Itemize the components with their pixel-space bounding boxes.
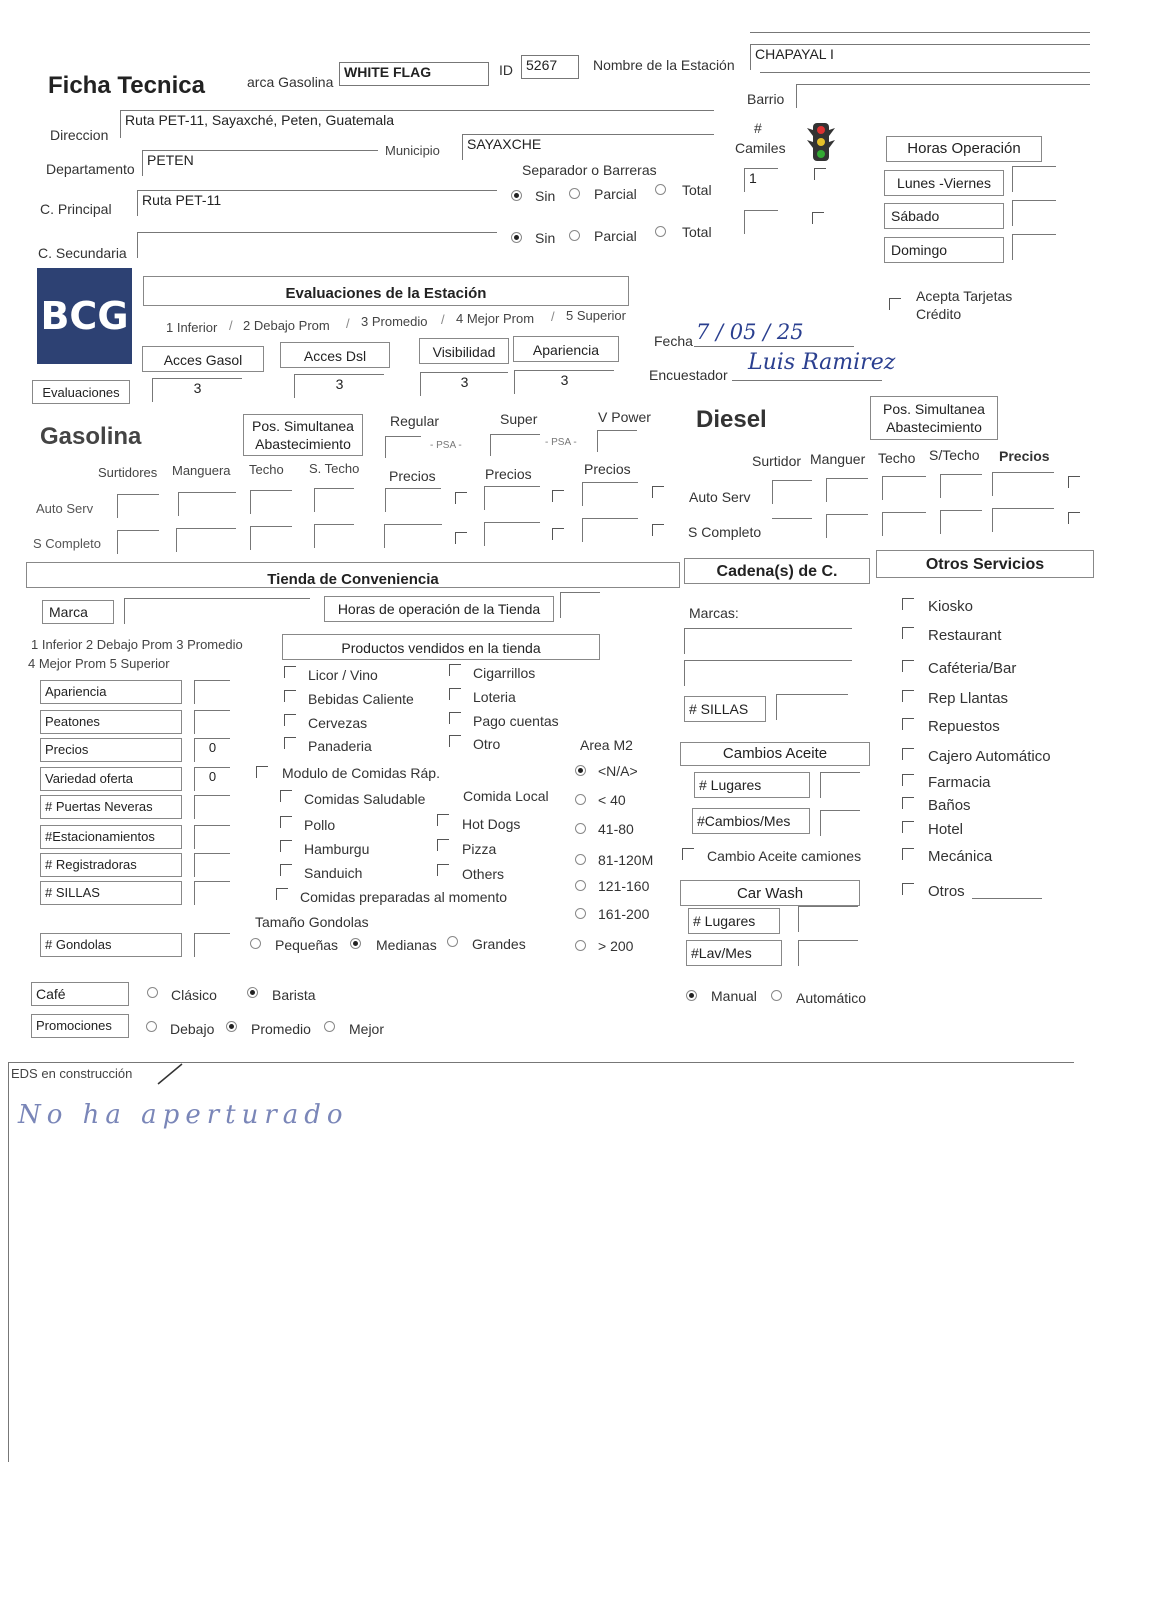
eval-scale-sep-4: / xyxy=(551,309,555,324)
area-label: <N/A> xyxy=(598,763,638,779)
traffic-light-icon xyxy=(804,122,838,162)
modulo-comidas-checkbox[interactable] xyxy=(256,766,268,778)
municipio-label: Municipio xyxy=(385,143,440,158)
otros-blank-line xyxy=(972,898,1042,899)
carwash-lav-mes-field[interactable] xyxy=(798,940,858,966)
cafe-barista-radio[interactable] xyxy=(247,987,258,998)
g-auto-super-precio[interactable] xyxy=(484,486,540,510)
camiles-checkbox-2[interactable] xyxy=(812,212,824,224)
camiles-field-2[interactable] xyxy=(744,210,778,234)
cadenas-header: Cadena(s) de C. xyxy=(684,558,870,584)
encuestador-value[interactable]: Luis Ramirez xyxy=(748,350,896,375)
tienda-scale-2: 4 Mejor Prom 5 Superior xyxy=(28,656,170,671)
tienda-rating-label: # Puertas Neveras xyxy=(40,795,182,819)
tienda-rating-field[interactable] xyxy=(194,825,230,849)
servicio-checkbox[interactable] xyxy=(902,627,914,639)
gasolina-super-label: Super xyxy=(500,411,538,427)
d-auto-s-techo[interactable] xyxy=(940,474,982,498)
tienda-rating-label: Apariencia xyxy=(40,680,182,704)
comida-checkbox[interactable] xyxy=(437,814,449,826)
regular-precios-label: Precios xyxy=(389,468,436,484)
gasolina-col-s-techo: S. Techo xyxy=(309,461,360,476)
promo-promedio-radio[interactable] xyxy=(226,1021,237,1032)
separador-2-sin-radio[interactable] xyxy=(511,232,522,243)
servicio-checkbox[interactable] xyxy=(902,848,914,860)
lunes-viernes-field[interactable] xyxy=(1012,166,1056,192)
area-radio[interactable] xyxy=(575,908,586,919)
tienda-rating-field[interactable]: 0 xyxy=(194,767,230,791)
evaluaciones-row-label: Evaluaciones xyxy=(32,380,130,404)
area-m2-label: Area M2 xyxy=(580,737,633,753)
bcg-logo: BCG xyxy=(37,268,132,364)
acces-dsl-header: Acces Dsl xyxy=(280,342,390,368)
tienda-rating-field[interactable] xyxy=(194,680,230,704)
apariencia-header: Apariencia xyxy=(513,336,619,362)
gasolina-regular-label: Regular xyxy=(390,413,440,429)
eval-scale-5: 5 Superior xyxy=(566,308,626,323)
d-auto-surtidor[interactable] xyxy=(772,480,812,504)
area-radio[interactable] xyxy=(575,880,586,891)
separador-1-sin-radio[interactable] xyxy=(511,190,522,201)
separador-2-sin-label: Sin xyxy=(535,230,556,246)
cambio-camiones-label: Cambio Aceite camiones xyxy=(707,848,862,864)
d-sc-manguer[interactable] xyxy=(826,514,868,538)
direccion-label: Direccion xyxy=(50,127,109,143)
g-auto-surtidores[interactable] xyxy=(117,494,159,518)
servicio-checkbox[interactable] xyxy=(902,690,914,702)
c-secundaria-label: C. Secundaria xyxy=(38,245,127,261)
tienda-rating-label: Peatones xyxy=(40,710,182,734)
d-sc-s-techo[interactable] xyxy=(940,510,982,534)
visibilidad-header: Visibilidad xyxy=(419,338,509,364)
tienda-rating-field[interactable] xyxy=(194,853,230,877)
producto-label: Pago cuentas xyxy=(473,713,559,729)
diesel-col-s-techo: S/Techo xyxy=(929,447,980,463)
d-sc-surtidor-line xyxy=(772,518,812,519)
fecha-label: Fecha xyxy=(654,333,693,349)
area-radio[interactable] xyxy=(575,794,586,805)
cafe-clasico-label: Clásico xyxy=(171,987,217,1003)
producto-checkbox[interactable] xyxy=(449,664,461,676)
d-sc-techo[interactable] xyxy=(882,512,926,536)
municipio-field[interactable]: SAYAXCHE xyxy=(462,134,714,160)
acepta-tarjetas-label: Acepta Tarjetas Crédito xyxy=(916,288,1013,322)
g-auto-techo[interactable] xyxy=(250,490,292,514)
producto-label: Loteria xyxy=(473,689,516,705)
comida-checkbox[interactable] xyxy=(280,840,292,852)
visibilidad-value[interactable]: 3 xyxy=(420,372,508,396)
carwash-manual-radio[interactable] xyxy=(686,990,697,1001)
super-precios-label: Precios xyxy=(485,466,532,482)
promo-promedio-label: Promedio xyxy=(251,1021,311,1037)
servicio-checkbox[interactable] xyxy=(902,774,914,786)
marca-gasolina-field[interactable]: WHITE FLAG xyxy=(339,62,489,86)
tienda-rating-label: #Estacionamientos xyxy=(40,825,182,849)
eval-scale-4: 4 Mejor Prom xyxy=(456,311,535,326)
producto-checkbox[interactable] xyxy=(284,737,296,749)
car-wash-header: Car Wash xyxy=(680,880,860,906)
producto-label: Cigarrillos xyxy=(473,665,536,681)
pencil-mark-icon xyxy=(156,1062,186,1086)
separador-1-parcial-label: Parcial xyxy=(594,186,637,202)
g-sc-regular-precio[interactable] xyxy=(384,524,442,548)
tienda-rating-field[interactable] xyxy=(194,881,230,905)
producto-checkbox[interactable] xyxy=(449,712,461,724)
tienda-marca-label: Marca xyxy=(42,600,114,624)
eval-scale-sep-3: / xyxy=(441,312,445,327)
carwash-lugares-label: # Lugares xyxy=(688,908,780,934)
g-sc-vpower-check[interactable] xyxy=(652,524,664,536)
tienda-rating-field[interactable] xyxy=(194,710,230,734)
producto-label: Otro xyxy=(473,736,501,752)
area-radio[interactable] xyxy=(575,765,586,776)
comida-local-label: Comida Local xyxy=(463,788,549,804)
d-auto-precio[interactable] xyxy=(992,472,1054,496)
acces-gasol-value[interactable]: 3 xyxy=(152,378,242,402)
g-auto-super-check[interactable] xyxy=(552,490,564,502)
g-sc-vpower-precio[interactable] xyxy=(582,518,638,542)
regular-psa-field[interactable] xyxy=(385,436,421,458)
g-auto-regular-check[interactable] xyxy=(455,492,467,504)
d-sc-check[interactable] xyxy=(1068,512,1080,524)
producto-checkbox[interactable] xyxy=(284,690,296,702)
id-label: ID xyxy=(499,62,513,78)
cadenas-marcas-field-1[interactable] xyxy=(684,628,852,654)
tienda-rating-label: # SILLAS xyxy=(40,881,182,905)
d-sc-precio[interactable] xyxy=(992,508,1054,532)
diesel-col-precios: Precios xyxy=(999,448,1050,464)
gasolina-col-techo: Techo xyxy=(249,462,284,477)
promo-debajo-radio[interactable] xyxy=(146,1021,157,1032)
encuestador-underline xyxy=(732,380,882,381)
separador-2-total-radio[interactable] xyxy=(655,226,666,237)
cadenas-marcas-field-2[interactable] xyxy=(684,660,852,686)
servicio-checkbox[interactable] xyxy=(902,797,914,809)
servicio-label: Otros xyxy=(928,883,965,900)
servicio-label: Baños xyxy=(928,797,971,814)
diesel-col-techo: Techo xyxy=(878,450,916,466)
eval-scale-2: 2 Debajo Prom xyxy=(243,318,330,333)
domingo-label: Domingo xyxy=(884,237,1004,263)
comida-checkbox[interactable] xyxy=(280,864,292,876)
eval-scale-sep-2: / xyxy=(346,316,350,331)
comidas-preparadas-checkbox[interactable] xyxy=(276,888,288,900)
tienda-marca-field[interactable] xyxy=(124,598,310,624)
area-radio[interactable] xyxy=(575,823,586,834)
tienda-rating-label: # Gondolas xyxy=(40,933,182,957)
diesel-col-surtidor: Surtidor xyxy=(752,453,802,469)
servicio-checkbox[interactable] xyxy=(902,821,914,833)
promo-debajo-label: Debajo xyxy=(170,1021,215,1037)
eds-left-line xyxy=(8,1062,9,1462)
gondola-grandes-radio[interactable] xyxy=(447,936,458,947)
nombre-underline xyxy=(760,72,1090,73)
regular-psa-label: - PSA - xyxy=(430,440,462,451)
g-auto-vpower-precio[interactable] xyxy=(582,482,638,506)
carwash-lugares-field[interactable] xyxy=(798,906,858,932)
tienda-rating-label: Variedad oferta xyxy=(40,767,182,791)
comida-label: Others xyxy=(462,866,505,882)
carwash-automatico-label: Automático xyxy=(796,990,867,1006)
comida-label: Pollo xyxy=(304,817,336,833)
separador-1-total-radio[interactable] xyxy=(655,184,666,195)
gasolina-pos-simultanea: Pos. Simultanea Abastecimiento xyxy=(243,414,363,456)
g-auto-vpower-check[interactable] xyxy=(652,486,664,498)
servicio-label: Mecánica xyxy=(928,848,993,865)
barrio-label: Barrio xyxy=(747,91,785,107)
direccion-field[interactable]: Ruta PET-11, Sayaxché, Peten, Guatemala xyxy=(120,110,714,138)
producto-label: Cervezas xyxy=(308,715,368,731)
marca-gasolina-label: arca Gasolina xyxy=(247,74,334,90)
apariencia-value[interactable]: 3 xyxy=(514,370,614,394)
separador-1-parcial-radio[interactable] xyxy=(569,188,580,199)
d-auto-manguer[interactable] xyxy=(826,478,868,502)
g-sc-manguera[interactable] xyxy=(176,528,236,552)
camiles-field[interactable]: 1 xyxy=(744,168,778,192)
gasolina-row-s-completo: S Completo xyxy=(33,536,101,551)
area-radio[interactable] xyxy=(575,940,586,951)
tienda-header: Tienda de Conveniencia xyxy=(26,562,680,588)
eval-scale-3: 3 Promedio xyxy=(361,314,428,329)
tienda-rating-field[interactable]: 0 xyxy=(194,738,230,762)
promociones-label: Promociones xyxy=(31,1014,129,1038)
promo-mejor-radio[interactable] xyxy=(324,1021,335,1032)
d-auto-techo[interactable] xyxy=(882,476,926,500)
modulo-comidas-label: Modulo de Comidas Ráp. xyxy=(282,765,440,781)
top-line xyxy=(750,32,1090,33)
comidas-preparadas-label: Comidas preparadas al momento xyxy=(300,889,507,905)
camiles-checkbox-1[interactable] xyxy=(814,168,826,180)
eval-scale-sep-1: / xyxy=(229,318,233,333)
cadenas-sillas-field[interactable] xyxy=(776,694,848,720)
page-title: Ficha Tecnica xyxy=(48,72,205,99)
gondola-pequenas-label: Pequeñas xyxy=(275,937,339,953)
lunes-viernes-label: Lunes -Viernes xyxy=(884,170,1004,196)
producto-checkbox[interactable] xyxy=(449,735,461,747)
gasolina-col-surtidores: Surtidores xyxy=(98,465,158,480)
tamano-gondolas-label: Tamaño Gondolas xyxy=(255,914,369,930)
comida-checkbox[interactable] xyxy=(280,790,292,802)
area-label: 41-80 xyxy=(598,821,634,837)
gasolina-row-auto-serv: Auto Serv xyxy=(36,501,94,516)
g-sc-s-techo[interactable] xyxy=(314,524,354,548)
g-sc-regular-check[interactable] xyxy=(455,532,467,544)
servicio-label: Farmacia xyxy=(928,774,991,791)
diesel-pos-simultanea: Pos. Simultanea Abastecimiento xyxy=(870,396,998,440)
separador-2-parcial-label: Parcial xyxy=(594,228,637,244)
separador-2-total-label: Total xyxy=(682,224,712,240)
servicio-label: Rep Llantas xyxy=(928,690,1009,707)
cafe-barista-label: Barista xyxy=(272,987,316,1003)
vpower-psa-field[interactable] xyxy=(597,430,637,452)
id-field[interactable]: 5267 xyxy=(521,55,579,79)
servicio-label: Repuestos xyxy=(928,718,1000,735)
sabado-label: Sábado xyxy=(884,203,1004,229)
gondola-grandes-label: Grandes xyxy=(472,936,526,952)
nombre-estacion-field[interactable]: CHAPAYAL I xyxy=(750,44,1090,70)
servicio-checkbox[interactable] xyxy=(902,748,914,760)
otros-servicios-header: Otros Servicios xyxy=(876,550,1094,578)
super-psa-field[interactable] xyxy=(490,434,540,456)
separador-label: Separador o Barreras xyxy=(522,162,657,178)
gasolina-vpower-label: V Power xyxy=(598,409,651,425)
g-sc-super-precio[interactable] xyxy=(484,522,540,546)
diesel-row-s-completo: S Completo xyxy=(688,524,762,540)
producto-checkbox[interactable] xyxy=(284,666,296,678)
g-auto-s-techo[interactable] xyxy=(314,488,354,512)
d-auto-check[interactable] xyxy=(1068,476,1080,488)
servicio-label: Hotel xyxy=(928,821,964,838)
domingo-field[interactable] xyxy=(1012,234,1056,260)
cambios-lugares-field[interactable] xyxy=(820,772,860,798)
comida-checkbox[interactable] xyxy=(437,839,449,851)
servicio-checkbox[interactable] xyxy=(902,718,914,730)
diesel-row-auto-serv: Auto Serv xyxy=(689,489,751,505)
diesel-title: Diesel xyxy=(696,406,767,433)
departamento-field[interactable]: PETEN xyxy=(142,150,378,176)
diesel-col-manguer: Manguer xyxy=(810,451,866,467)
gondola-medianas-label: Medianas xyxy=(376,937,437,953)
separador-1-total-label: Total xyxy=(682,182,712,198)
gondola-pequenas-radio[interactable] xyxy=(250,938,261,949)
area-label: > 200 xyxy=(598,938,634,954)
super-psa-label: - PSA - xyxy=(545,437,577,448)
gasolina-title: Gasolina xyxy=(40,423,142,450)
area-label: 81-120M xyxy=(598,852,654,868)
area-label: < 40 xyxy=(598,792,626,808)
comida-label: Hot Dogs xyxy=(462,816,521,832)
fecha-value[interactable]: 7 / 05 / 25 xyxy=(696,320,804,344)
g-auto-regular-precio[interactable] xyxy=(385,488,441,512)
eval-scale-1: 1 Inferior xyxy=(166,320,218,335)
cadenas-marcas-label: Marcas: xyxy=(689,605,739,621)
carwash-lav-mes-label: #Lav/Mes xyxy=(686,940,782,966)
tienda-rating-field[interactable] xyxy=(194,933,230,957)
area-label: 161-200 xyxy=(598,906,650,922)
acces-dsl-value[interactable]: 3 xyxy=(294,374,384,398)
camiles-label: Camiles xyxy=(735,140,786,156)
separador-2-parcial-radio[interactable] xyxy=(569,230,580,241)
g-sc-techo[interactable] xyxy=(250,526,292,550)
eds-note[interactable]: No ha aperturado xyxy=(18,1100,349,1130)
servicio-label: Restaurant xyxy=(928,627,1002,644)
servicio-label: Caféteria/Bar xyxy=(928,660,1017,677)
acepta-tarjetas-checkbox[interactable] xyxy=(889,298,901,310)
producto-checkbox[interactable] xyxy=(284,714,296,726)
comida-label: Comidas Saludable xyxy=(304,791,426,807)
carwash-automatico-radio[interactable] xyxy=(771,990,782,1001)
carwash-manual-label: Manual xyxy=(711,988,757,1004)
eds-label: EDS en construcción xyxy=(11,1066,133,1081)
gondola-medianas-radio[interactable] xyxy=(350,938,361,949)
tienda-horas-field[interactable] xyxy=(560,592,600,618)
c-principal-field[interactable]: Ruta PET-11 xyxy=(137,190,497,216)
servicio-checkbox[interactable] xyxy=(902,883,914,895)
evaluaciones-header: Evaluaciones de la Estación xyxy=(143,276,629,306)
servicio-checkbox[interactable] xyxy=(902,660,914,672)
tienda-rating-field[interactable] xyxy=(194,795,230,819)
cadenas-sillas-label: # SILLAS xyxy=(684,696,766,722)
separador-1-sin-label: Sin xyxy=(535,188,556,204)
producto-label: Licor / Vino xyxy=(308,667,378,683)
producto-label: Bebidas Caliente xyxy=(308,691,414,707)
g-auto-manguera[interactable] xyxy=(178,492,236,516)
gasolina-col-manguera: Manguera xyxy=(172,463,231,478)
comida-checkbox[interactable] xyxy=(437,864,449,876)
tienda-rating-label: Precios xyxy=(40,738,182,762)
cambios-mes-field[interactable] xyxy=(820,810,860,836)
horas-operacion-header: Horas Operación xyxy=(886,136,1042,162)
departamento-label: Departamento xyxy=(46,161,135,177)
producto-label: Panaderia xyxy=(308,738,372,754)
barrio-field[interactable] xyxy=(796,84,1090,108)
promo-mejor-label: Mejor xyxy=(349,1021,385,1037)
comida-label: Hamburgu xyxy=(304,841,370,857)
servicio-label: Kiosko xyxy=(928,598,974,615)
cambios-aceite-header: Cambios Aceite xyxy=(680,742,870,766)
c-principal-label: C. Principal xyxy=(40,201,112,217)
tienda-horas-label: Horas de operación de la Tienda xyxy=(324,596,554,622)
fecha-underline xyxy=(694,346,854,347)
producto-checkbox[interactable] xyxy=(449,688,461,700)
cambio-camiones-checkbox[interactable] xyxy=(682,848,694,860)
area-label: 121-160 xyxy=(598,878,650,894)
vpower-precios-label: Precios xyxy=(584,461,631,477)
tienda-rating-label: # Registradoras xyxy=(40,853,182,877)
camiles-hash: # xyxy=(754,120,762,136)
tienda-scale-1: 1 Inferior 2 Debajo Prom 3 Promedio xyxy=(31,637,243,652)
servicio-label: Cajero Automático xyxy=(928,748,1051,765)
encuestador-label: Encuestador xyxy=(649,367,728,383)
productos-header: Productos vendidos en la tienda xyxy=(282,634,600,660)
area-radio[interactable] xyxy=(575,854,586,865)
cafe-label: Café xyxy=(31,982,129,1006)
sabado-field[interactable] xyxy=(1012,200,1056,226)
acces-gasol-header: Acces Gasol xyxy=(142,346,264,372)
g-sc-surtidores[interactable] xyxy=(117,530,159,554)
cafe-clasico-radio[interactable] xyxy=(147,987,158,998)
nombre-estacion-label: Nombre de la Estación xyxy=(593,57,735,73)
c-secundaria-field[interactable] xyxy=(137,232,497,258)
servicio-checkbox[interactable] xyxy=(902,598,914,610)
g-sc-super-check[interactable] xyxy=(552,528,564,540)
cambios-mes-label: #Cambios/Mes xyxy=(692,808,810,834)
cambios-lugares-label: # Lugares xyxy=(694,772,810,798)
comida-label: Pizza xyxy=(462,841,497,857)
comida-label: Sanduich xyxy=(304,865,363,881)
comida-checkbox[interactable] xyxy=(280,816,292,828)
